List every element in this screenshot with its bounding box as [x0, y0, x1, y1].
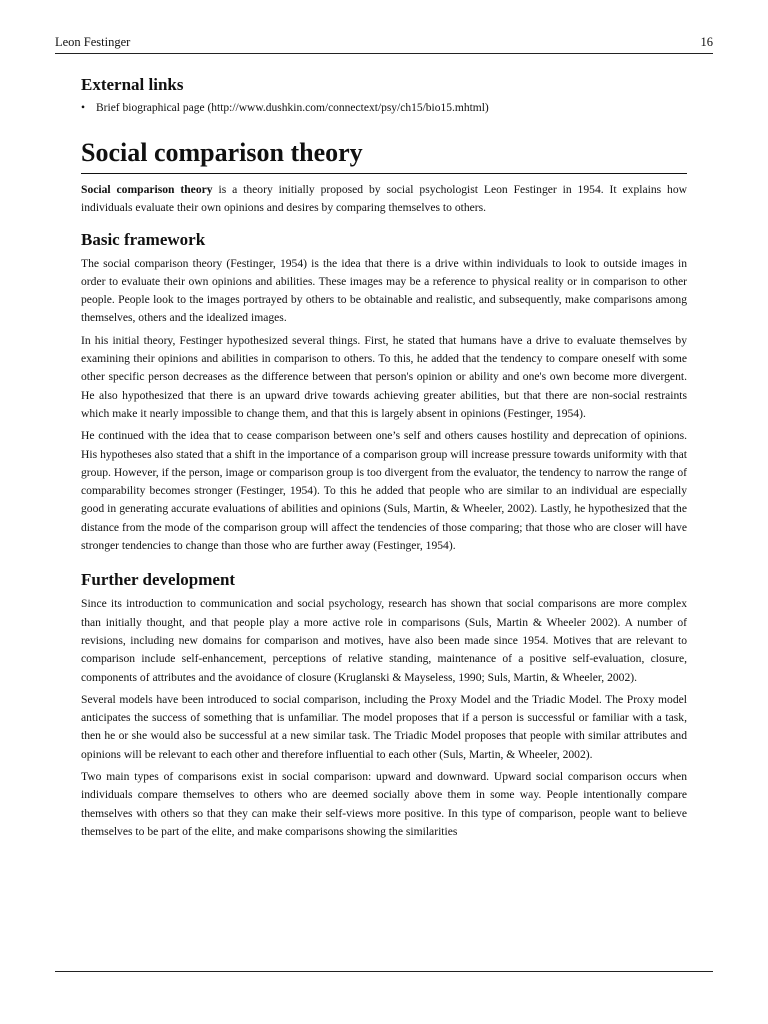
paragraph: The social comparison theory (Festinger, 1954) is the idea that there is a drive within individuals to look to outside images in order to evaluate their own opinions and abilities. These images may be a reference to physical reality or in comparison to other people. People look to the images portrayed by others to be obtainable and realistic, and subsequently, make comparisons among themselves, others and the idealized images. [81, 256, 687, 325]
section-heading-further-development: Further development [81, 570, 236, 590]
article-title: Social comparison theory [81, 136, 687, 174]
running-title: Leon Festinger [55, 35, 131, 49]
lead-paragraph [81, 181, 687, 218]
paragraph: He continued with the idea that to cease comparison between one’s self and others causes hostility and deprecation of opinions. His hypotheses also stated that a shift in the importance of a comparison group will increase pressure towards uniformity with that group. However, if the person, image or comparison group is too divergent from the evaluator, the tendency to narrow the range of comparability becomes stronger (Festinger, 1954). To this he added that people who are similar to an individual are especially good in generating accurate evaluations of abilities and opinions (Suls, Martin, & Wheeler, 2002). Lastly, he hypothesized that the distance from the mode of the comparison group will affect the tendencies of those comparing; that those who are closer will have stronger tendencies to change than those who are further away (Festinger, 1954). [81, 429, 687, 553]
lead-text: is a theory initially proposed by social psychologist Leon Festinger in 1954. It explains how individuals evaluate their own opinions and desires by comparing themselves to others. [81, 183, 687, 215]
paragraph: Several models have been introduced to social comparison, including the Proxy Model and the Triadic Model. The Proxy model anticipates the success of something that is unfamiliar. The model proposes that if a person is successful or familiar with a task, then he or she would also be successful at a new similar task. The Triadic Model proposes that people with similar attributes and opinions will be relevant to each other and therefore influential to each other (Suls, Martin, & Wheeler, 2002). [81, 692, 687, 761]
lead-bold-term: Social comparison theory [81, 183, 213, 196]
paragraph: In his initial theory, Festinger hypothesized several things. First, he stated that humans have a drive to evaluate themselves by examining their opinions and abilities in comparison to others. To this, he added that the tendency to compare oneself with some other specific person decreases as the difference between that person's opinion or ability and one's own become more divergent. He also hypothesized that there is an upward drive towards achieving greater abilities, but that there are non-social restraints which make it nearly impossible to change them, and that this is largely absent in opinions (Festinger, 1954). [81, 333, 687, 420]
paragraph: Since its introduction to communication and social psychology, research has shown that social comparisons are more complex than initially thought, and that people play a more active role in comparisons (Suls, Martin & Wheeler 2002). A number of revisions, including new domains for comparison and motives, have also been made since 1954. Motives that are relevant to comparison include self-enhancement, perceptions of relative standing, maintenance of a positive self-evaluation, closure, components of attributes and the avoidance of closure (Kruglanski & Mayseless, 1990; Suls, Martin, & Wheeler, 2002). [81, 597, 687, 684]
external-links-list [81, 100, 687, 116]
page-content [81, 72, 687, 845]
external-links-heading: External links [81, 75, 184, 94]
external-link-item[interactable]: • Brief biographical page (http://www.dushkin.com/connectext/psy/ch15/bio15.mhtml) [81, 100, 687, 116]
section-heading-basic-framework: Basic framework [81, 229, 206, 249]
footer-rule [55, 971, 713, 972]
paragraph: Two main types of comparisons exist in social comparison: upward and downward. Upward social comparison occurs when individuals compare themselves to others who are deemed socially above them in some way. People intentionally compare themselves with others so that they can make their self-views more positive. In this type of comparison, people want to believe themselves to be part of the elite, and make comparisons showing the similarities [81, 770, 687, 838]
page-header [55, 35, 713, 54]
page-number: 16 [700, 35, 713, 49]
